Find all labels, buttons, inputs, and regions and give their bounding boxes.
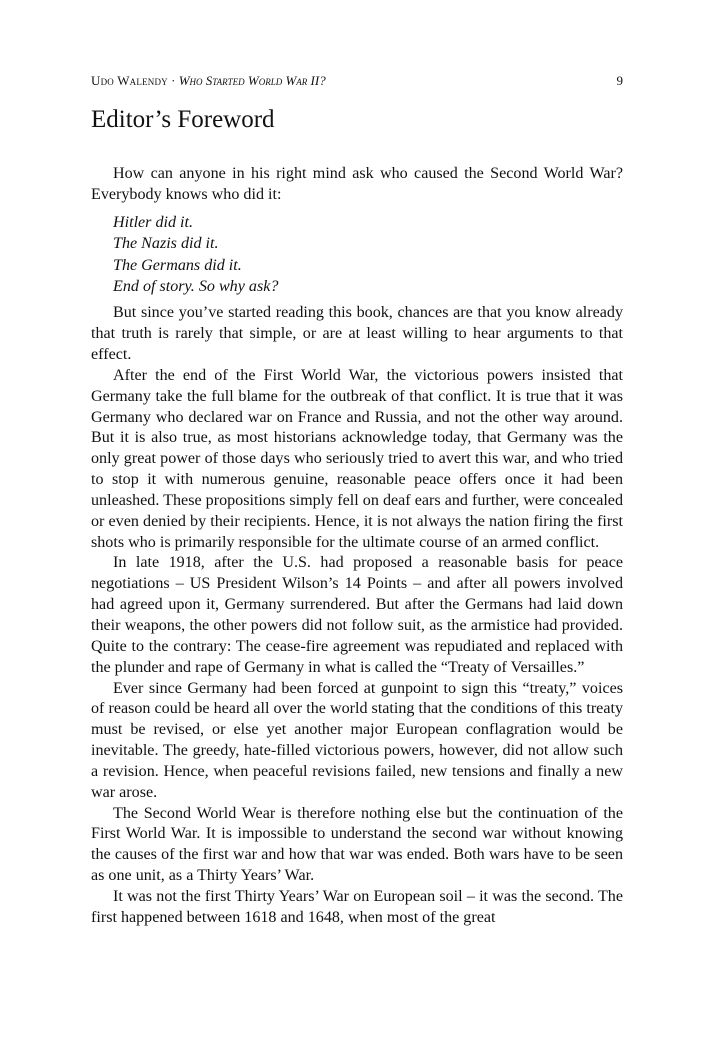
paragraph: How can anyone in his right mind ask who caused the Second World War? Everybody knows who did it: [91,165,623,203]
running-head-author: Udo Walendy [91,73,168,88]
quote-line: The Nazis did it. [113,235,219,253]
running-head-book-title: Who Started World War II? [178,73,326,88]
paragraph: In late 1918, after the U.S. had proposed a reasonable basis for peace negotiations – US President Wilson’s 14 Points – and after all powers involved had agreed upon it, Germany surrendered. But after the Germans had laid down their weapons, the other powers did not follow suit, as the armistice had provided. Quite to the contrary: The cease-fire agreement was repudiated and replaced with the plunder and rape of Germany in what is called the “Treaty of Versailles.” [91,554,623,676]
document-page [91,0,623,1064]
paragraph: After the end of the First World War, the victorious powers insisted that Germany take the full blame for the outbreak of that conflict. It is true that it was Germany who declared war on France and Russia, and not the other way around. But it is also true, as most historians acknowledge today, that Germany was the only great power of those days who seriously tried to avert this war, and who tried to stop it with numerous genuine, reasonable peace offers once it had been unleashed. These propositions simply fell on deaf ears and further, were concealed or even denied by their recipients. Hence, it is not always the nation firing the first shots who is primarily responsible for the ultimate course of an armed conflict. [91,366,623,551]
body-text [91,164,623,929]
paragraph: Ever since Germany had been forced at gunpoint to sign this “treaty,” voices of reason could be heard all over the world stating that the conditions of this treaty must be revised, or else yet another major European conflagration would be inevitable. The greedy, hate-filled victorious powers, however, did not allow such a revision. Hence, when peaceful revisions failed, new tensions and finally a new war arose. [91,679,623,801]
paragraph: The Second World Wear is therefore nothing else but the continuation of the First World War. It is impossible to understand the second war without knowing the causes of the first war and how that war was ended. Both wars have to be seen as one unit, as a Thirty Years’ War. [91,804,623,885]
running-head-separator: · [167,73,179,88]
quote-line: The Germans did it. [113,256,242,274]
running-head [91,72,623,90]
paragraph: It was not the first Thirty Years’ War on European soil – it was the second. The first happened between 1618 and 1648, when most of the great [91,887,623,926]
quote-line: Hitler did it. [113,213,194,231]
block-quote [113,212,623,298]
chapter-title: Editor’s Foreword [91,106,275,133]
page-number: 9 [616,73,623,88]
quote-line: End of story. So why ask? [113,277,279,295]
paragraph: But since you’ve started reading this book, chances are that you know already that truth is rarely that simple, or are at least willing to hear arguments to that effect. [91,304,623,363]
